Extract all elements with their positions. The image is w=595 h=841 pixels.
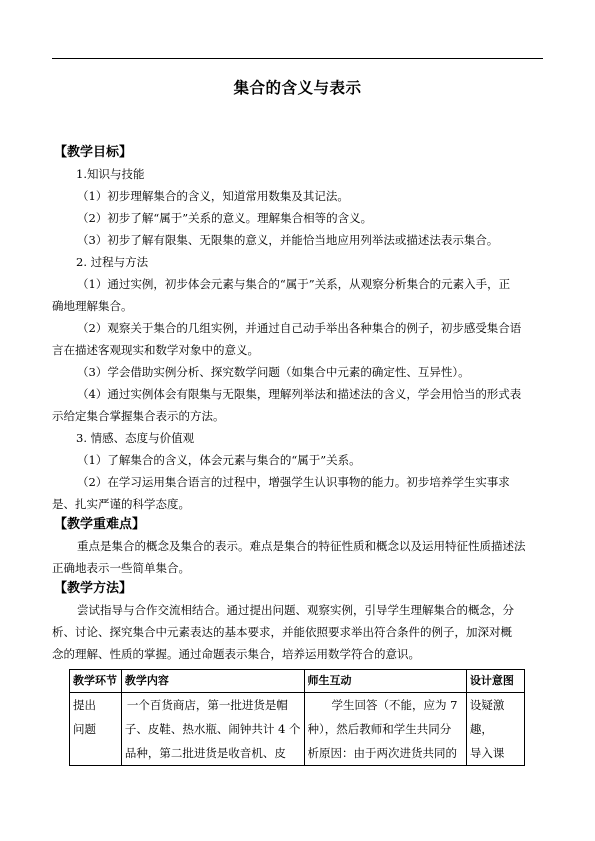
table-cell-intent bbox=[466, 693, 524, 766]
header-rule bbox=[52, 58, 543, 59]
paragraph-line: 尝试指导与合作交流相结合。通过提出问题、观察实例，引导学生理解集合的概念，分 bbox=[77, 603, 514, 617]
paragraph-line: 重点是集合的概念及集合的表示。难点是集合的特征性质和概念以及运用特征性质描述法 bbox=[77, 539, 526, 553]
list-item: （2）初步了解“属于”关系的意义。理解集合相等的含义。 bbox=[77, 211, 373, 225]
paragraph-line: 示给定集合掌握集合表示的方法。 bbox=[52, 409, 225, 423]
paragraph-line: （2）观察关于集合的几组实例，并通过自己动手举出各种集合的例子，初步感受集合语 bbox=[77, 321, 522, 335]
paragraph-line: （2）在学习运用集合语言的过程中，增强学生认识事物的能力。初步培养学生实事求 bbox=[77, 475, 510, 489]
cell-line: 析原因：由于两次进货共同的 bbox=[307, 746, 458, 760]
cell-line: 提出 bbox=[73, 698, 96, 712]
paragraph-line: （1）通过实例，初步体会元素与集合的“属于”关系，从观察分析集合的元素入手，正 bbox=[77, 277, 511, 291]
cell-line: 设疑激 bbox=[469, 698, 505, 712]
table-cell-content bbox=[121, 693, 304, 766]
table-header-row bbox=[70, 670, 525, 693]
table-cell-interaction bbox=[304, 693, 466, 766]
cell-line: 一个百货商店，第一批进货是帽 bbox=[126, 698, 288, 712]
column-header-interaction: 师生互动 bbox=[304, 670, 466, 693]
paragraph-line: 析、讨论、探究集合中元素表达的基本要求，并能依照要求举出符合条件的例子，加深对概 bbox=[52, 625, 512, 639]
table-row bbox=[70, 693, 525, 766]
list-item: （3）初步了解有限集、无限集的意义，并能恰当地应用列举法或描述法表示集合。 bbox=[77, 233, 499, 247]
table-cell-stage bbox=[70, 693, 122, 766]
paragraph-line: （3）学会借助实例分析、探究数学问题（如集合中元素的确定性、互异性）。 bbox=[77, 365, 470, 379]
paragraph-line: 言在描述客观现实和数学对象中的意义。 bbox=[52, 343, 259, 357]
section-heading-methods: 【教学方法】 bbox=[54, 581, 133, 596]
paragraph-line: （4）通过实例体会有限集与无限集，理解列举法和描述法的含义，学会用恰当的形式表 bbox=[77, 387, 522, 401]
cell-line: 品种，第二批进货是收音机、皮 bbox=[124, 746, 286, 760]
subsection-title: 2. 过程与方法 bbox=[76, 255, 149, 269]
cell-line: 学生回答（不能，应为 7 bbox=[331, 698, 458, 712]
paragraph-line: 确地理解集合。 bbox=[52, 299, 133, 313]
cell-line: 子、皮鞋、热水瓶、闹钟共计 4 个 bbox=[124, 722, 301, 736]
lesson-plan-table bbox=[69, 669, 525, 766]
column-header-intent: 设计意图 bbox=[466, 670, 524, 693]
subsection-title: 3. 情感、态度与价值观 bbox=[76, 431, 195, 445]
paragraph-line: 念的理解、性质的掌握。通过命题表示集合，培养运用数学符合的意识。 bbox=[52, 647, 420, 661]
list-item: （1）初步理解集合的含义，知道常用数集及其记法。 bbox=[77, 189, 349, 203]
column-header-stage: 教学环节 bbox=[70, 670, 122, 693]
cell-line: 问题 bbox=[73, 722, 96, 736]
document-body bbox=[52, 143, 543, 665]
paragraph-line: （1）了解集合的含义，体会元素与集合的“属于”关系。 bbox=[77, 453, 361, 467]
subsection-title: 1.知识与技能 bbox=[76, 167, 145, 181]
cell-line: 趣， bbox=[469, 722, 493, 736]
paragraph-line: 正确地表示一些简单集合。 bbox=[52, 561, 190, 575]
document-title: 集合的含义与表示 bbox=[233, 79, 362, 97]
cell-line: 种），然后教师和学生共同分 bbox=[307, 722, 452, 736]
column-header-content: 教学内容 bbox=[121, 670, 304, 693]
section-heading-key-points: 【教学重难点】 bbox=[54, 517, 146, 532]
cell-line: 导入课 bbox=[469, 746, 505, 760]
section-heading-objectives: 【教学目标】 bbox=[54, 145, 133, 160]
paragraph-line: 是、扎实严谨的科学态度。 bbox=[52, 497, 190, 511]
